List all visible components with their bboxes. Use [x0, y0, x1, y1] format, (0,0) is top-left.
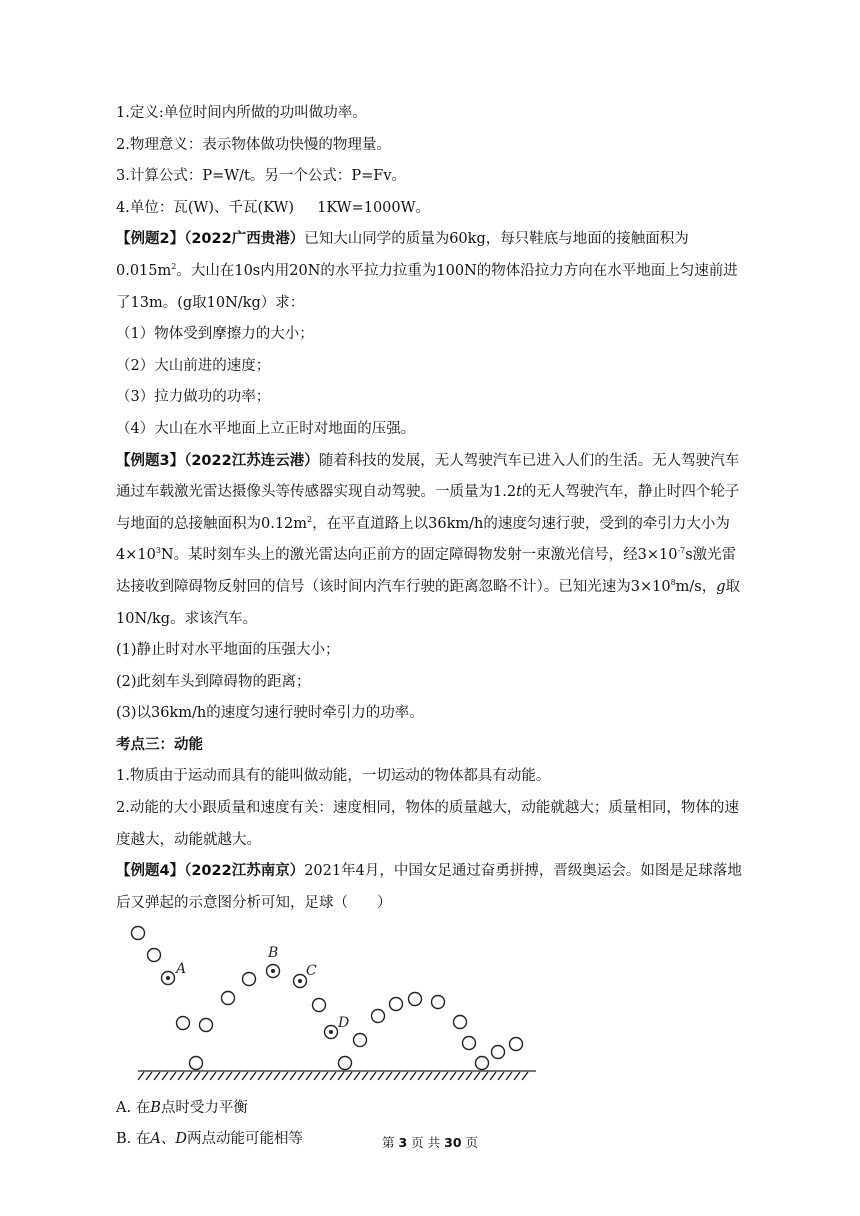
label-c: C: [306, 963, 317, 980]
example-3-t3: ，在平直道路上以36km/h的速度匀速行驶，受到的牵引力大小为4×10: [116, 515, 730, 564]
ball: [313, 999, 326, 1012]
label-d: D: [338, 1015, 350, 1032]
ground-hatch: [258, 1072, 264, 1080]
power-definition: 1.定义:单位时间内所做的功叫做功率。: [116, 105, 367, 121]
option-a-prefix: A. 在: [116, 1100, 151, 1117]
section-heading-kinetic-energy: 考点三：动能: [116, 736, 203, 753]
option-b-prefix: B. 在: [116, 1131, 151, 1148]
ground-hatch: [274, 1072, 280, 1080]
ground-hatch: [186, 1072, 192, 1080]
ground-hatch: [218, 1072, 224, 1080]
example-3-unit-t: t: [516, 484, 522, 501]
ground-hatch: [178, 1072, 184, 1080]
page-footer: [0, 1133, 860, 1151]
ball: [243, 973, 256, 986]
example-3-t5: s激光雷达接收到障碍物反射回的信号（该时间内汽车行驶的距离忽略不计）。已知光速为3×10: [116, 547, 737, 595]
ground-hatch: [506, 1072, 512, 1080]
ball-bounce-figure: [116, 923, 536, 1093]
label-a: A: [176, 961, 187, 978]
ball: [148, 949, 161, 962]
ground-hatch: [402, 1072, 408, 1080]
ball: [354, 1034, 367, 1047]
ground-hatch: [210, 1072, 216, 1080]
ground-hatch: [298, 1072, 304, 1080]
footer-mid: 页 共: [411, 1135, 441, 1150]
example-2-text-b: 。大山在10s内用20N的水平拉力拉重为100N的物体沿拉力方向在水平地面上匀速前进了13m。(g取10N/kg）求：: [116, 262, 738, 311]
page-content: [116, 98, 742, 1155]
ground-hatch: [466, 1072, 472, 1080]
ground-hatch: [170, 1072, 176, 1080]
ball: [409, 993, 422, 1006]
ground-hatch: [266, 1072, 272, 1080]
ball: [372, 1010, 385, 1023]
example-2-sup: 2: [171, 262, 177, 272]
example-4-stem: [116, 856, 742, 919]
example-3-tag: 【例题3】: [116, 452, 185, 469]
example-3-t6: m/s，: [675, 578, 717, 595]
example-3-q1: (1)静止时对水平地面的压强大小；: [116, 642, 340, 659]
example-2-q2: （2）大山前进的速度；: [116, 357, 271, 374]
option-b-var2: D: [175, 1131, 187, 1148]
kinetic-energy-definition: 1.物质由于运动而具有的能叫做动能，一切运动的物体都具有动能。: [116, 768, 551, 785]
ground-hatch: [146, 1072, 152, 1080]
example-3-t1: 随着科技的发展，无人驾驶汽车已进入人们的生活。无人驾驶汽车通过车载激光雷达摄像头等传感器实现自动驾驶。一质量为1.2: [116, 452, 740, 501]
option-a-suffix: 点时受力平衡: [160, 1100, 248, 1117]
label-b: B: [268, 945, 279, 962]
option-b-suffix: 两点动能可能相等: [187, 1131, 303, 1148]
power-unit: 4.单位：瓦(W)、千瓦(KW) 1KW=1000W。: [116, 199, 431, 216]
example-3-t7: 取10N/kg。求该汽车。: [116, 578, 741, 627]
example-2-q3: （3）拉力做功的功率；: [116, 389, 271, 406]
ground-hatch: [226, 1072, 232, 1080]
ground-hatch: [194, 1072, 200, 1080]
example-4-text: 2021年4月，中国女足通过奋勇拼搏，晋级奥运会。如图是足球落地后又弹起的示意图分析可知，足球（ ）: [116, 863, 742, 911]
ground-hatch: [138, 1072, 144, 1080]
ball: [492, 1046, 505, 1059]
ground-hatch: [434, 1072, 440, 1080]
ground-hatch: [458, 1072, 464, 1080]
ball: [200, 1019, 213, 1032]
power-formula: 3.计算公式：P=W/t。另一个公式：P=Fv。: [116, 168, 407, 185]
ground-hatch: [338, 1072, 344, 1080]
ground-hatch: [394, 1072, 400, 1080]
option-b-var1: A: [150, 1131, 161, 1148]
ground-hatch: [450, 1072, 456, 1080]
ground-hatch: [482, 1072, 488, 1080]
ground-hatch: [498, 1072, 504, 1080]
ground-hatch: [378, 1072, 384, 1080]
example-2-source: （2022广西贵港）: [184, 231, 305, 248]
ground-hatch: [442, 1072, 448, 1080]
ground-hatch: [410, 1072, 416, 1080]
ground-hatch: [202, 1072, 208, 1080]
example-4-source: （2022江苏南京）: [184, 863, 305, 880]
ground-hatch: [330, 1072, 336, 1080]
ground-hatch: [154, 1072, 160, 1080]
footer-total-pages: 30: [444, 1135, 462, 1150]
footer-post: 页: [465, 1135, 479, 1150]
kinetic-energy-factors: 2.动能的大小跟质量和速度有关：速度相同，物体的质量越大，动能就越大；质量相同，物体的速度越大，动能就越大。: [116, 800, 739, 848]
example-2-q4: （4）大山在水平地面上立正时对地面的压强。: [116, 420, 416, 437]
ball: [454, 1016, 467, 1029]
ground-hatch: [490, 1072, 496, 1080]
ball: [132, 927, 145, 940]
ball: [510, 1038, 523, 1051]
ball: [339, 1057, 352, 1070]
ground-hatch: [362, 1072, 368, 1080]
example-4-tag: 【例题4】: [116, 863, 185, 880]
example-2-tag: 【例题2】: [116, 231, 185, 248]
ground-hatch: [426, 1072, 432, 1080]
ground-hatch: [306, 1072, 312, 1080]
option-a[interactable]: [116, 1093, 742, 1124]
ground-hatch: [418, 1072, 424, 1080]
option-b-mid: 、: [160, 1131, 176, 1148]
ball: [476, 1057, 489, 1070]
example-3-t2: 的无人驾驶汽车，静止时四个轮子与地面的总接触面积为0.12m: [116, 484, 740, 532]
example-2-q1: （1）物体受到摩擦力的大小；: [116, 326, 314, 343]
ball: [463, 1037, 476, 1050]
ground-hatch: [514, 1072, 520, 1080]
example-3-stem: [116, 446, 742, 636]
example-3-q3: (3)以36km/h的速度匀速行驶时牵引力的功率。: [116, 705, 424, 722]
ground-hatch: [522, 1072, 528, 1080]
ground-hatch: [322, 1072, 328, 1080]
example-3-g: g: [716, 578, 726, 595]
ground-hatch: [474, 1072, 480, 1080]
ground-hatch: [370, 1072, 376, 1080]
ground-hatch: [242, 1072, 248, 1080]
ground-hatch: [346, 1072, 352, 1080]
ground-hatch: [282, 1072, 288, 1080]
ball: [190, 1057, 203, 1070]
ground-hatch: [234, 1072, 240, 1080]
ground-hatch: [386, 1072, 392, 1080]
example-3-sup4: 8: [670, 578, 676, 588]
ball: [432, 996, 445, 1009]
example-3-t4: N。某时刻车头上的激光雷达向正前方的固定障碍物发射一束激光信号，经3×10: [160, 547, 678, 564]
ground-hatch: [314, 1072, 320, 1080]
ball-bounce-diagram: [116, 923, 536, 1093]
example-2-stem: [116, 224, 742, 319]
example-3-sup1: 2: [307, 514, 313, 524]
footer-pre: 第: [381, 1135, 395, 1150]
example-3-sup2: 3: [155, 546, 161, 556]
footer-page-number: 3: [398, 1135, 408, 1150]
power-meaning: 2.物理意义：表示物体做功快慢的物理量。: [116, 136, 391, 153]
ball: [222, 992, 235, 1005]
ground-hatch: [354, 1072, 360, 1080]
example-3-q2: (2)此刻车头到障碍物的距离；: [116, 673, 311, 690]
ball: [390, 998, 403, 1011]
ball: [177, 1017, 190, 1030]
option-a-var: B: [150, 1100, 161, 1117]
ground: [138, 1071, 536, 1080]
ground-hatch: [290, 1072, 296, 1080]
ground-hatch: [250, 1072, 256, 1080]
example-2-text-a: 已知大山同学的质量为60kg，每只鞋底与地面的接触面积为0.015m: [116, 231, 689, 279]
example-3-sup3: -7: [677, 546, 686, 556]
ground-hatch: [162, 1072, 168, 1080]
example-3-source: （2022江苏连云港）: [184, 452, 319, 469]
